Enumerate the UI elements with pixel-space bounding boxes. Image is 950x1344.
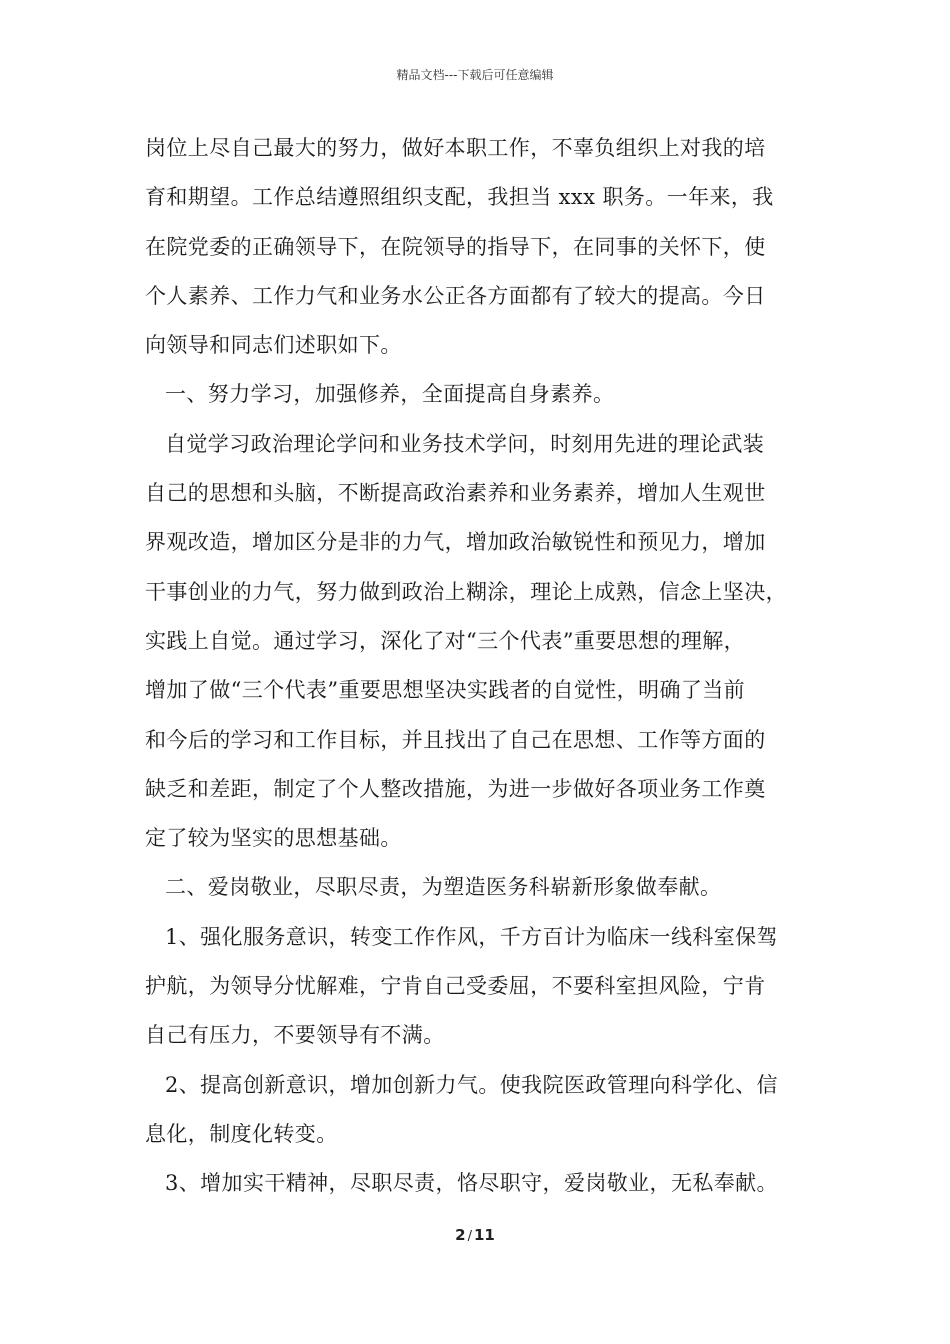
body-line-1: 岗位上尽自己最大的努力，做好本职工作，不辜负组织上对我的培 [145,136,766,160]
list-item-3-line-1: 3、增加实干精神，尽职尽责，恪尽职守，爱岗敬业，无私奉献。 [165,1171,778,1196]
page-separator: / [467,1229,472,1244]
list-item-2-line-2: 息化，制度化转变。 [145,1121,338,1146]
body-line-5: 向领导和同志们述职如下。 [145,333,402,358]
document-header: 精品文档---下载后可任意编辑 [396,68,554,82]
total-pages: 11 [473,1226,495,1244]
section-heading-2: 二、爱岗敬业，尽职尽责，为塑造医务科崭新形象做奉献。 [165,875,722,900]
list-item-1-line-1: 1、强化服务意识，转变工作作风，千方百计为临床一线科室保驾 [165,924,778,949]
body-line-10: 干事创业的力气，努力做到政治上糊涂，理论上成熟，信念上坚决， [145,579,787,604]
body-line-15: 定了较为坚实的思想基础。 [145,826,402,851]
list-item-2-line-1: 2、提高创新意识，增加创新力气。使我院医政管理向科学化、信 [165,1072,778,1097]
body-line-9: 界观改造，增加区分是非的力气，增加政治敏锐性和预见力，增加 [145,530,766,555]
list-item-1-line-3: 自己有压力，不要领导有不满。 [145,1023,445,1048]
body-line-11: 实践上自觉。通过学习，深化了对“三个代表”重要思想的理解， [145,628,746,653]
body-line-8: 自己的思想和头脑，不断提高政治素养和业务素养，增加人生观世 [145,481,766,506]
body-line-13: 和今后的学习和工作目标，并且找出了自己在思想、工作等方面的 [145,727,766,752]
section-heading-1: 一、努力学习，加强修养，全面提高自身素养。 [165,382,615,407]
body-line-12: 增加了做“三个代表”重要思想坚决实践者的自觉性，明确了当前 [145,678,746,703]
document-body [145,124,825,1209]
body-line-3: 在院党委的正确领导下，在院领导的指导下，在同事的关怀下，使 [145,234,766,259]
list-item-1-line-2: 护航，为领导分忧解难，宁肯自己受委屈，不要科室担风险，宁肯 [145,974,766,999]
page-number [0,1226,950,1244]
current-page: 2 [455,1226,466,1244]
body-line-14: 缺乏和差距，制定了个人整改措施，为进一步做好各项业务工作奠 [145,776,766,801]
body-line-7: 自觉学习政治理论学问和业务技术学问，时刻用先进的理论武装 [165,431,765,456]
body-line-2: 育和期望。工作总结遵照组织支配，我担当 xxx 职务。一年来，我 [145,185,774,210]
body-line-4: 个人素养、工作力气和业务水公正各方面都有了较大的提高。今日 [145,283,766,308]
